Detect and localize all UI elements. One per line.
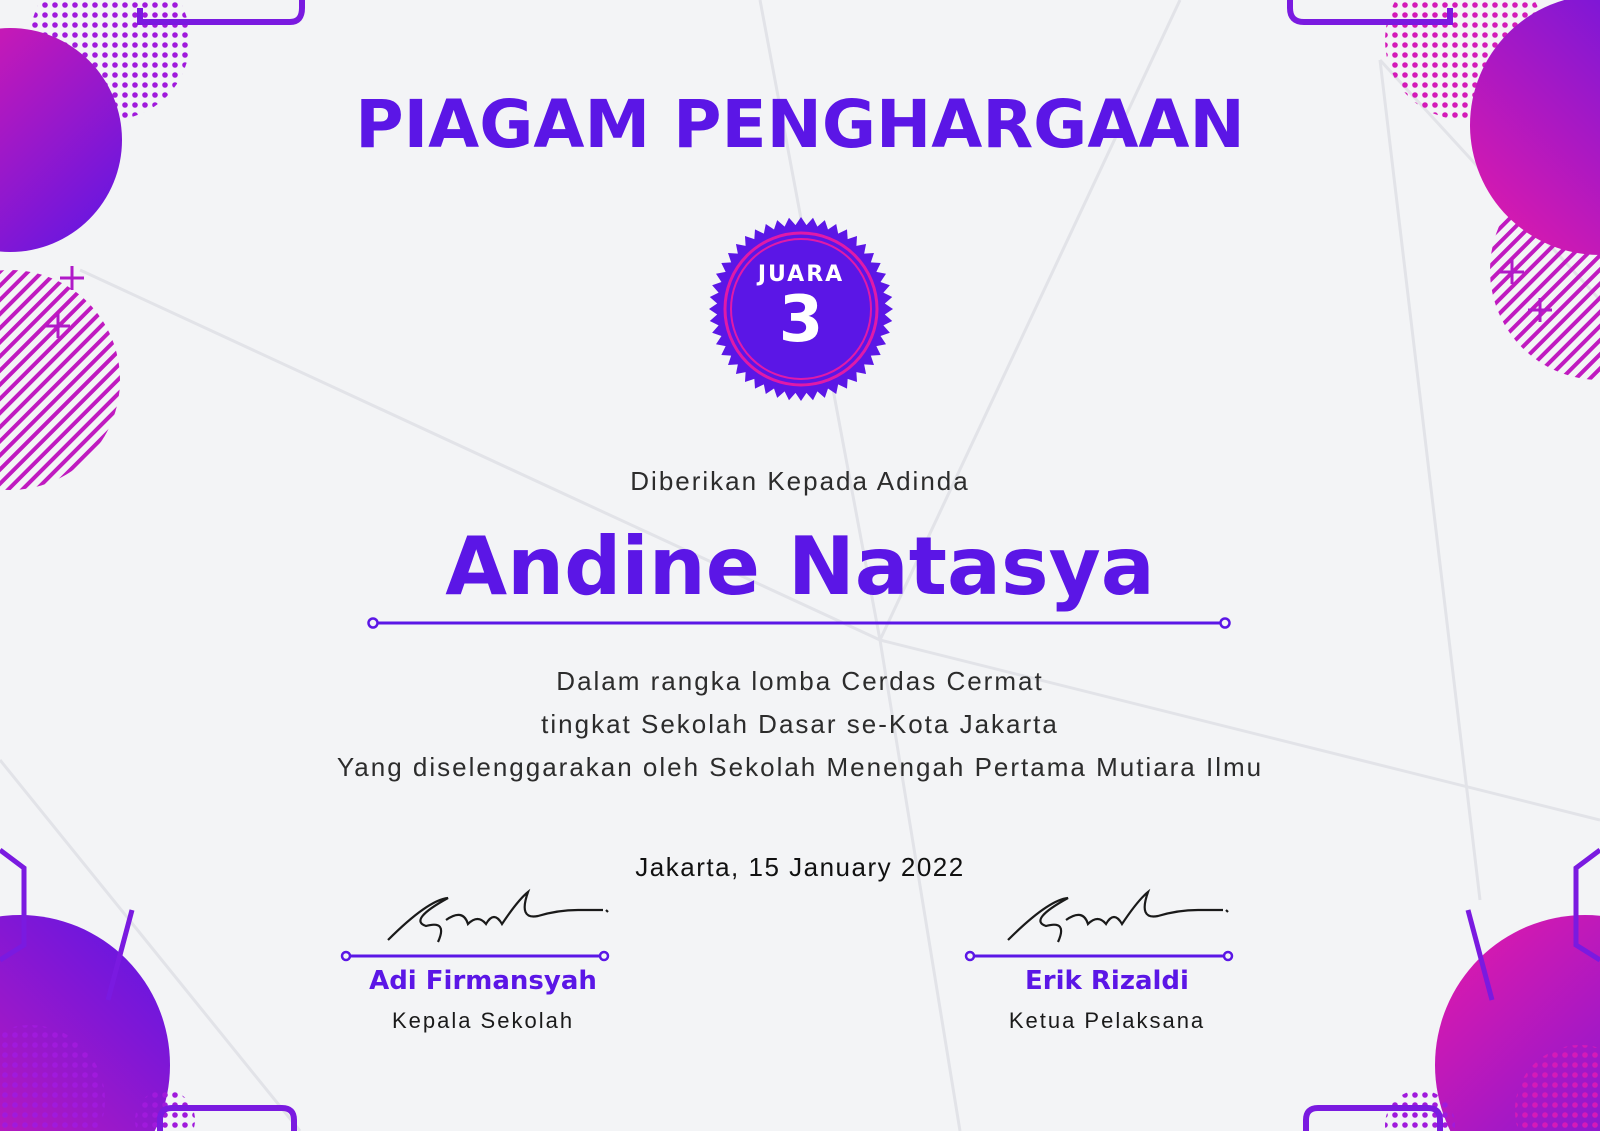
corner-decoration-top-left	[0, 0, 302, 490]
badge-rank: 3	[778, 283, 824, 357]
description-line-1: Dalam rangka lomba Cerdas Cermat	[556, 666, 1044, 696]
corner-decoration-bottom-left	[0, 850, 294, 1131]
signature-line-left	[340, 949, 610, 963]
signatory-name-right: Erik Rizaldi	[1025, 966, 1189, 996]
signature-image-left	[368, 880, 638, 950]
signature-line-right	[964, 949, 1234, 963]
issue-date: Jakarta, 15 January 2022	[635, 852, 965, 882]
certificate-title: PIAGAM PENGHARGAAN	[355, 86, 1245, 163]
description-line-3: Yang diselenggarakan oleh Sekolah Menengah Pertama Mutiara Ilmu	[336, 752, 1264, 782]
signatory-name-left: Adi Firmansyah	[369, 966, 597, 996]
corner-decoration-bottom-right	[1306, 850, 1600, 1131]
signature-image-right	[988, 880, 1258, 950]
corner-decoration-top-right	[1290, 0, 1600, 380]
signatory-role-right: Ketua Pelaksana	[1008, 1008, 1206, 1033]
recipient-name: Andine Natasya	[445, 520, 1155, 613]
name-underline	[367, 614, 1231, 632]
given-to-label: Diberikan Kepada Adinda	[630, 466, 970, 496]
badge-label: JUARA	[757, 262, 845, 287]
signatory-role-left: Kepala Sekolah	[391, 1008, 575, 1033]
description-line-2: tingkat Sekolah Dasar se-Kota Jakarta	[541, 709, 1059, 739]
